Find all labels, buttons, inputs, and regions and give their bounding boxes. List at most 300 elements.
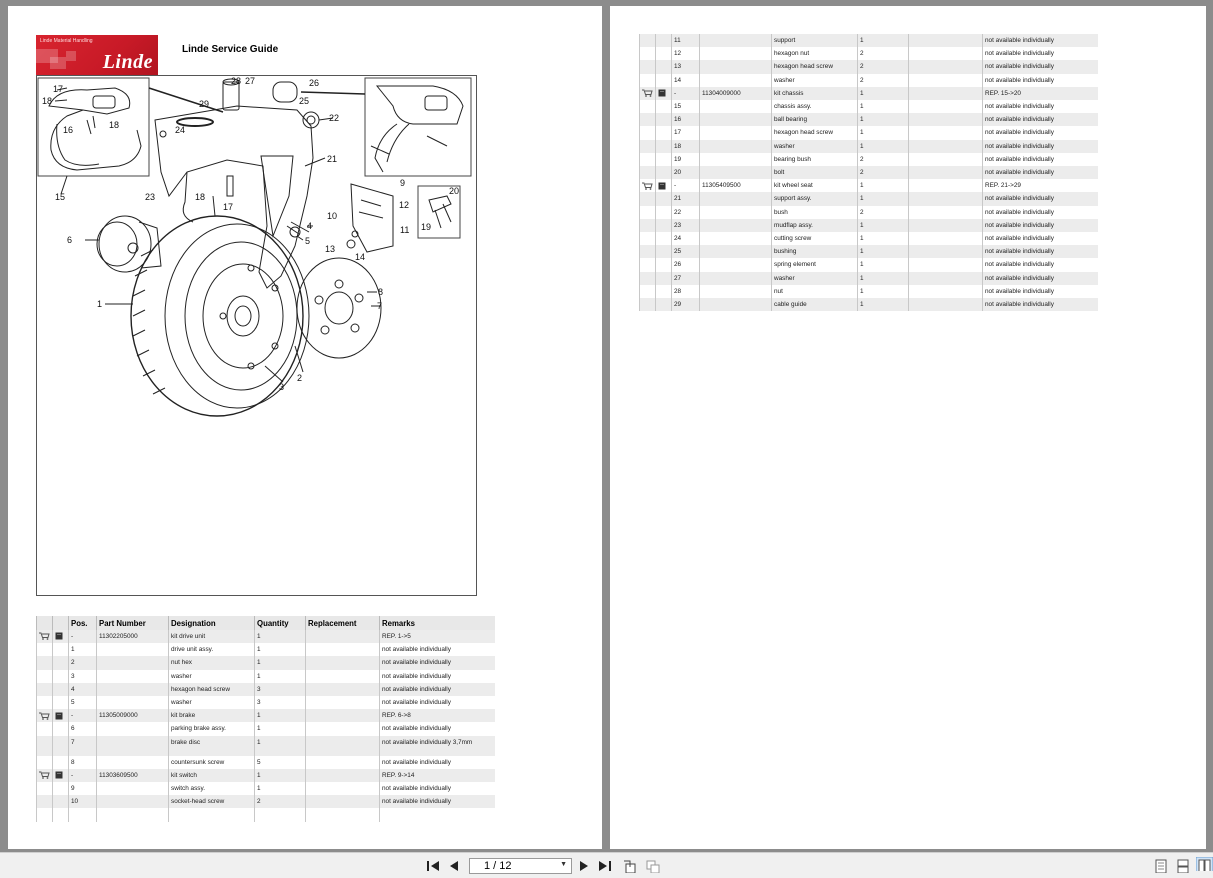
cell-cart: [640, 206, 656, 219]
cell-remarks: not available individually: [380, 756, 495, 769]
cell-remarks: [380, 808, 495, 821]
cell-doc: [656, 245, 672, 258]
callout-5: 5: [305, 236, 311, 246]
callout-24: 24: [175, 125, 186, 135]
cell-part-number: 11303609500: [97, 769, 169, 782]
cell-remarks: not available individually: [983, 153, 1098, 166]
cell-cart: [37, 709, 53, 722]
cell-quantity: 2: [858, 74, 909, 87]
cell-cart: [640, 60, 656, 73]
cell-doc: [656, 140, 672, 153]
table-row: [640, 192, 1098, 205]
cell-designation: hexagon head screw: [772, 60, 858, 73]
cell-replacement: [909, 153, 983, 166]
cell-replacement: [909, 87, 983, 100]
cell-remarks: REP. 6->8: [380, 709, 495, 722]
cell-doc: [656, 285, 672, 298]
table-row: [37, 656, 495, 669]
cell-remarks: not available individually: [983, 245, 1098, 258]
cell-quantity: 5: [255, 756, 306, 769]
table-row: [640, 232, 1098, 245]
table-row: [640, 34, 1098, 47]
thumbnail-view-icon[interactable]: [645, 859, 661, 873]
cell-quantity: 1: [255, 630, 306, 643]
cell-part-number: [700, 60, 772, 73]
cell-remarks: not available individually: [983, 34, 1098, 47]
cell-replacement: [909, 179, 983, 192]
cell-quantity: 2: [858, 47, 909, 60]
cell-quantity: 1: [858, 258, 909, 271]
cell-designation: kit chassis: [772, 87, 858, 100]
table-row: [37, 782, 495, 795]
table-row: [37, 722, 495, 735]
cell-replacement: [306, 670, 380, 683]
cell-quantity: 1: [858, 100, 909, 113]
cell-part-number: [700, 192, 772, 205]
cell-pos: 29: [672, 298, 700, 311]
cell-pos: 2: [69, 656, 97, 669]
cell-designation: chassis assy.: [772, 100, 858, 113]
shopping-cart-icon[interactable]: [642, 182, 653, 190]
cell-part-number: [97, 808, 169, 821]
cell-doc: [656, 298, 672, 311]
cell-remarks: not available individually: [983, 192, 1098, 205]
cell-replacement: [909, 166, 983, 179]
cell-designation: hexagon head screw: [169, 683, 255, 696]
document-info-icon[interactable]: [658, 89, 666, 97]
cell-pos: 1: [69, 643, 97, 656]
cell-remarks: not available individually: [380, 722, 495, 735]
cell-part-number: [700, 74, 772, 87]
table-row: [640, 153, 1098, 166]
callout-10: 10: [327, 211, 338, 221]
cell-replacement: [909, 232, 983, 245]
cell-replacement: [909, 34, 983, 47]
cell-replacement: [909, 47, 983, 60]
cell-cart: [37, 795, 53, 808]
cell-pos: 14: [672, 74, 700, 87]
cell-replacement: [306, 630, 380, 643]
document-info-icon[interactable]: [55, 632, 63, 640]
col-header-part-number: Part Number: [97, 616, 169, 630]
table-row: [640, 179, 1098, 192]
cell-cart: [37, 656, 53, 669]
cell-pos: 20: [672, 166, 700, 179]
table-row: [640, 272, 1098, 285]
cell-part-number: [700, 298, 772, 311]
cell-remarks: REP. 9->14: [380, 769, 495, 782]
cell-doc: [656, 153, 672, 166]
cell-doc: [656, 272, 672, 285]
callout-13: 13: [325, 244, 336, 254]
cell-part-number: [97, 643, 169, 656]
cell-remarks: not available individually: [983, 47, 1098, 60]
cell-quantity: 1: [255, 722, 306, 735]
cell-designation: mudflap assy.: [772, 219, 858, 232]
cell-replacement: [306, 769, 380, 782]
cell-part-number: 11305409500: [700, 179, 772, 192]
cell-cart: [37, 769, 53, 782]
table-row: [640, 258, 1098, 271]
cell-remarks: not available individually: [380, 656, 495, 669]
cell-remarks: REP. 1->5: [380, 630, 495, 643]
cell-quantity: 3: [255, 683, 306, 696]
cell-quantity: 2: [858, 206, 909, 219]
callout-11: 11: [400, 225, 410, 235]
callout-25: 25: [299, 96, 310, 106]
cell-cart: [640, 298, 656, 311]
table-header-row: [37, 616, 495, 630]
document-info-icon[interactable]: [55, 771, 63, 779]
cell-pos: 24: [672, 232, 700, 245]
cell-doc: [656, 34, 672, 47]
cell-cart: [640, 126, 656, 139]
cell-cart: [37, 736, 53, 756]
cell-designation: cable guide: [772, 298, 858, 311]
parts-table-page2: [639, 34, 1098, 311]
callout-1: 1: [97, 299, 103, 309]
cell-part-number: 11304009000: [700, 87, 772, 100]
cell-remarks: not available individually: [983, 60, 1098, 73]
callout-15: 15: [55, 192, 66, 202]
cell-replacement: [306, 756, 380, 769]
table-row: [640, 219, 1098, 232]
page-number-select[interactable]: [469, 858, 572, 874]
cell-remarks: not available individually 3,7mm: [380, 736, 495, 756]
cell-pos: 18: [672, 140, 700, 153]
cell-pos: 27: [672, 272, 700, 285]
cell-quantity: 2: [858, 60, 909, 73]
callout-19: 19: [421, 222, 432, 232]
cell-quantity: 1: [858, 285, 909, 298]
document-page-2: [610, 6, 1206, 849]
table-row: [37, 696, 495, 709]
cell-remarks: not available individually: [380, 643, 495, 656]
cell-designation: socket-head screw: [169, 795, 255, 808]
cell-designation: kit brake: [169, 709, 255, 722]
callout-6: 6: [67, 235, 73, 245]
cell-part-number: [700, 126, 772, 139]
cell-remarks: not available individually: [983, 74, 1098, 87]
callout-18a: 18: [42, 96, 53, 106]
shopping-cart-icon[interactable]: [39, 712, 50, 720]
callout-28: 28: [231, 76, 242, 86]
viewer-toolbar: [0, 852, 1213, 878]
cell-cart: [37, 643, 53, 656]
col-header-remarks: Remarks: [380, 616, 495, 630]
cell-cart: [37, 756, 53, 769]
col-header-pos: Pos.: [69, 616, 97, 630]
cell-cart: [640, 153, 656, 166]
cell-designation: hexagon head screw: [772, 126, 858, 139]
cell-designation: switch assy.: [169, 782, 255, 795]
cell-doc: [656, 47, 672, 60]
cell-doc: [656, 219, 672, 232]
cell-part-number: [700, 166, 772, 179]
table-row: [37, 795, 495, 808]
cell-doc: [656, 100, 672, 113]
cell-part-number: [97, 795, 169, 808]
cell-doc: [656, 126, 672, 139]
cell-pos: 10: [69, 795, 97, 808]
cell-doc: [656, 60, 672, 73]
cell-designation: parking brake assy.: [169, 722, 255, 735]
cell-designation: countersunk screw: [169, 756, 255, 769]
cell-quantity: 1: [255, 709, 306, 722]
cell-quantity: 1: [858, 232, 909, 245]
callout-27: 27: [245, 76, 256, 86]
cell-doc: [53, 722, 69, 735]
cell-cart: [640, 232, 656, 245]
callout-23: 23: [145, 192, 156, 202]
document-info-icon[interactable]: [55, 712, 63, 720]
cell-part-number: 11305009000: [97, 709, 169, 722]
cell-remarks: not available individually: [983, 272, 1098, 285]
cell-pos: 28: [672, 285, 700, 298]
cell-replacement: [306, 808, 380, 821]
cell-designation: washer: [169, 670, 255, 683]
cell-designation: kit switch: [169, 769, 255, 782]
cell-designation: nut hex: [169, 656, 255, 669]
cell-remarks: not available individually: [983, 298, 1098, 311]
cell-replacement: [909, 258, 983, 271]
cell-quantity: 1: [255, 670, 306, 683]
table-row: [640, 74, 1098, 87]
callout-20: 20: [449, 186, 460, 196]
cell-doc: [656, 113, 672, 126]
cell-designation: [169, 808, 255, 821]
cell-quantity: 3: [255, 696, 306, 709]
cell-part-number: [97, 656, 169, 669]
cell-quantity: 1: [255, 656, 306, 669]
cell-quantity: 1: [255, 736, 306, 756]
cell-designation: washer: [772, 272, 858, 285]
cell-replacement: [909, 74, 983, 87]
callout-4: 4: [307, 221, 313, 231]
callout-17a: 17: [53, 84, 64, 94]
cell-cart: [37, 782, 53, 795]
cell-part-number: [700, 140, 772, 153]
cell-designation: kit drive unit: [169, 630, 255, 643]
two-page-view-icon[interactable]: [1196, 857, 1213, 871]
cell-replacement: [909, 192, 983, 205]
cell-cart: [37, 808, 53, 821]
cell-remarks: not available individually: [380, 696, 495, 709]
cell-part-number: [700, 153, 772, 166]
cell-pos: -: [69, 709, 97, 722]
logo-brand: Linde: [102, 51, 153, 73]
callout-7: 7: [377, 301, 383, 311]
cell-remarks: not available individually: [983, 100, 1098, 113]
cell-doc: [53, 696, 69, 709]
callout-8: 8: [378, 287, 384, 297]
cell-designation: bolt: [772, 166, 858, 179]
cell-cart: [640, 258, 656, 271]
cell-replacement: [909, 298, 983, 311]
cell-pos: 15: [672, 100, 700, 113]
cell-remarks: REP. 21->29: [983, 179, 1098, 192]
cell-doc: [656, 179, 672, 192]
col-header-cart: [37, 616, 53, 630]
cell-pos: 7: [69, 736, 97, 756]
cell-part-number: [97, 722, 169, 735]
cell-cart: [640, 100, 656, 113]
cell-pos: 21: [672, 192, 700, 205]
cell-part-number: [700, 47, 772, 60]
cell-replacement: [909, 100, 983, 113]
table-row: [640, 126, 1098, 139]
table-row: [37, 756, 495, 769]
cell-doc: [53, 670, 69, 683]
cell-replacement: [909, 113, 983, 126]
cell-cart: [640, 166, 656, 179]
chevron-down-icon: ▼: [560, 861, 567, 868]
cell-quantity: 1: [858, 298, 909, 311]
cell-pos: 5: [69, 696, 97, 709]
exploded-view-illustration: [36, 75, 477, 596]
shopping-cart-icon[interactable]: [39, 632, 50, 640]
cell-pos: 3: [69, 670, 97, 683]
cell-doc: [53, 808, 69, 821]
cell-replacement: [306, 683, 380, 696]
callout-2: 2: [297, 373, 303, 383]
cell-cart: [640, 179, 656, 192]
cell-quantity: 1: [858, 245, 909, 258]
cell-quantity: 1: [255, 782, 306, 795]
document-page-1: [8, 6, 602, 849]
callout-18b: 18: [109, 120, 120, 130]
cell-pos: 6: [69, 722, 97, 735]
cell-replacement: [306, 696, 380, 709]
table-row: [640, 60, 1098, 73]
document-title: Linde Service Guide: [182, 44, 279, 55]
cell-cart: [640, 47, 656, 60]
first-page-icon[interactable]: [426, 859, 440, 873]
cell-part-number: [700, 232, 772, 245]
previous-page-icon[interactable]: [448, 859, 460, 873]
table-row: [37, 630, 495, 643]
cell-doc: [656, 258, 672, 271]
cell-pos: -: [69, 630, 97, 643]
cell-quantity: [255, 808, 306, 821]
table-row: [640, 285, 1098, 298]
table-row: [640, 166, 1098, 179]
shopping-cart-icon[interactable]: [39, 771, 50, 779]
cell-designation: nut: [772, 285, 858, 298]
cell-quantity: 2: [255, 795, 306, 808]
cell-part-number: [700, 272, 772, 285]
table-row: [640, 206, 1098, 219]
cell-cart: [640, 245, 656, 258]
cell-designation: spring element: [772, 258, 858, 271]
cell-pos: 16: [672, 113, 700, 126]
cell-designation: kit wheel seat: [772, 179, 858, 192]
cell-quantity: 1: [858, 113, 909, 126]
cell-pos: 12: [672, 47, 700, 60]
cell-quantity: 2: [858, 166, 909, 179]
col-header-quantity: Quantity: [255, 616, 306, 630]
callout-12: 12: [399, 200, 410, 210]
cell-pos: 9: [69, 782, 97, 795]
cell-quantity: 1: [858, 179, 909, 192]
continuous-view-icon[interactable]: [1176, 859, 1190, 873]
cell-cart: [37, 630, 53, 643]
cell-quantity: 1: [858, 126, 909, 139]
cell-replacement: [306, 736, 380, 756]
cell-part-number: 11302205000: [97, 630, 169, 643]
cell-cart: [37, 683, 53, 696]
cell-part-number: [700, 258, 772, 271]
cell-remarks: not available individually: [983, 285, 1098, 298]
rotate-page-icon[interactable]: [622, 859, 638, 873]
callout-3: 3: [279, 382, 285, 392]
cell-cart: [37, 670, 53, 683]
cell-cart: [640, 87, 656, 100]
cell-pos: 19: [672, 153, 700, 166]
cell-remarks: REP. 15->20: [983, 87, 1098, 100]
callout-9: 9: [400, 178, 406, 188]
table-row: [37, 670, 495, 683]
cell-replacement: [909, 60, 983, 73]
cell-pos: -: [69, 769, 97, 782]
cell-quantity: 1: [858, 87, 909, 100]
cell-part-number: [97, 683, 169, 696]
linde-logo: [36, 35, 158, 75]
last-page-icon[interactable]: [598, 859, 612, 873]
table-row: [640, 113, 1098, 126]
cell-part-number: [700, 245, 772, 258]
cell-remarks: not available individually: [380, 782, 495, 795]
cell-pos: 22: [672, 206, 700, 219]
document-info-icon[interactable]: [658, 182, 666, 190]
cell-part-number: [700, 285, 772, 298]
cell-doc: [53, 683, 69, 696]
cell-part-number: [97, 696, 169, 709]
cell-part-number: [700, 100, 772, 113]
cell-remarks: not available individually: [983, 113, 1098, 126]
cell-remarks: not available individually: [983, 140, 1098, 153]
cell-doc: [656, 232, 672, 245]
table-row: [640, 87, 1098, 100]
next-page-icon[interactable]: [578, 859, 590, 873]
cell-doc: [656, 74, 672, 87]
cell-replacement: [909, 245, 983, 258]
cell-designation: hexagon nut: [772, 47, 858, 60]
cell-remarks: not available individually: [380, 670, 495, 683]
cell-part-number: [97, 736, 169, 756]
cell-replacement: [909, 272, 983, 285]
cell-pos: 17: [672, 126, 700, 139]
cell-cart: [37, 696, 53, 709]
cell-pos: 23: [672, 219, 700, 232]
cell-quantity: 1: [858, 272, 909, 285]
cell-designation: support assy.: [772, 192, 858, 205]
table-row: [37, 808, 495, 821]
cell-doc: [656, 206, 672, 219]
callout-29: 29: [199, 99, 210, 109]
cell-pos: 13: [672, 60, 700, 73]
single-page-view-icon[interactable]: [1154, 859, 1168, 873]
shopping-cart-icon[interactable]: [642, 89, 653, 97]
cell-part-number: [97, 782, 169, 795]
callout-18c: 18: [195, 192, 206, 202]
table-row: [640, 245, 1098, 258]
cell-pos: 8: [69, 756, 97, 769]
callout-26: 26: [309, 78, 320, 88]
cell-pos: -: [672, 87, 700, 100]
table-row: [640, 100, 1098, 113]
cell-part-number: [97, 756, 169, 769]
